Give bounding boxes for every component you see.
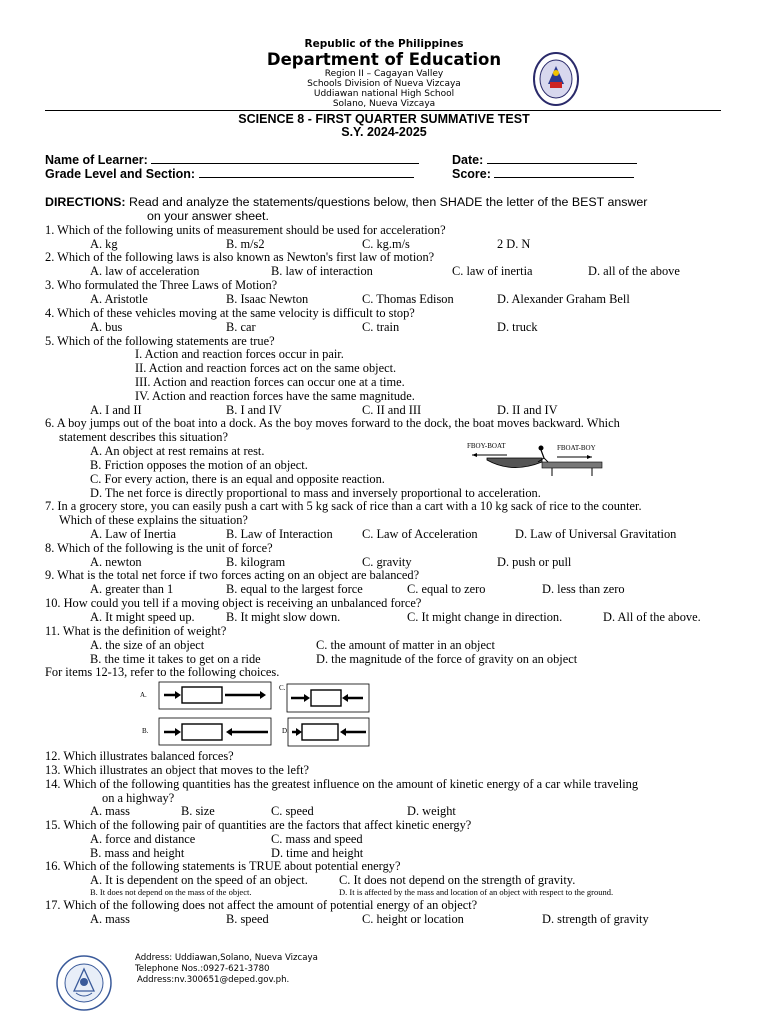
q3-option-d[interactable]: D. Alexander Graham Bell xyxy=(497,292,630,306)
footer-email[interactable]: Address:nv.300651@deped.gov.ph. xyxy=(137,975,290,985)
choice-d-figure[interactable] xyxy=(280,717,372,747)
q10-option-c[interactable]: C. It might change in direction. xyxy=(407,610,563,624)
q16-option-a[interactable]: A. It is dependent on the speed of an object. xyxy=(90,873,308,887)
q8-option-c[interactable]: C. gravity xyxy=(362,555,412,569)
town-line: Solano, Nueva Vizcaya xyxy=(332,99,436,109)
q5-stem: 5. Which of the following statements are true? xyxy=(45,334,275,348)
q1-option-c[interactable]: C. kg.m/s xyxy=(362,237,410,251)
q9-stem: 9. What is the total net force if two forces acting on an object are balanced? xyxy=(45,568,420,582)
q6-stem: 6. A boy jumps out of the boat into a dock. As the boy moves forward to the dock, the boat moves backward. Which xyxy=(45,416,620,430)
q10-stem: 10. How could you tell if a moving object is receiving an unbalanced force? xyxy=(45,596,422,610)
name-field[interactable] xyxy=(45,153,419,167)
q8-stem: 8. Which of the following is the unit of force? xyxy=(45,541,273,555)
grade-blank[interactable] xyxy=(199,167,414,178)
q3-option-b[interactable]: B. Isaac Newton xyxy=(226,292,309,306)
q10-option-d[interactable]: D. All of the above. xyxy=(603,610,701,624)
header-divider xyxy=(45,110,721,111)
q11-stem: 11. What is the definition of weight? xyxy=(45,624,227,638)
q7-stem-line-2: Which of these explains the situation? xyxy=(59,513,248,527)
footer-address: Address: Uddiawan,Solano, Nueva Vizcaya xyxy=(135,953,318,963)
choice-a-label: A. xyxy=(140,691,147,699)
q14-stem-line-2: on a highway? xyxy=(102,791,175,805)
date-blank[interactable] xyxy=(487,153,637,164)
q15-option-d[interactable]: D. time and height xyxy=(271,846,364,860)
q6-option-d[interactable]: D. The net force is directly proportional to mass and inversely proportional to acceleration. xyxy=(90,486,541,500)
directions xyxy=(45,195,647,209)
q9-option-c[interactable]: C. equal to zero xyxy=(407,582,486,596)
q16-option-d[interactable]: D. It is affected by the mass and location of an object with respect to the ground. xyxy=(339,887,614,897)
directions-label: DIRECTIONS: xyxy=(45,195,126,209)
q5-statement-2: II. Action and reaction forces act on the same object. xyxy=(135,361,397,375)
choice-b-label: B. xyxy=(142,727,149,735)
q17-stem: 17. Which of the following does not affect the amount of potential energy of an object? xyxy=(45,898,478,912)
q2-stem: 2. Which of the following laws is also known as Newton's first law of motion? xyxy=(45,250,435,264)
choice-d-label: D. xyxy=(282,727,289,735)
directions-text: Read and analyze the statements/questions below, then SHADE the letter of the BEST answer xyxy=(129,195,648,209)
q14-stem: 14. Which of the following quantities has the greatest influence on the amount of kinetic energy of a car while traveling xyxy=(45,777,639,791)
q17-option-c[interactable]: C. height or location xyxy=(362,912,464,926)
q16-option-c[interactable]: C. It does not depend on the strength of gravity. xyxy=(339,873,576,887)
q14-option-d[interactable]: D. weight xyxy=(407,804,456,818)
score-label: Score: xyxy=(452,167,491,181)
q16-option-b[interactable]: B. It does not depend on the mass of the object. xyxy=(90,887,252,897)
q2-option-b[interactable]: B. law of interaction xyxy=(271,264,373,278)
q5-option-b[interactable]: B. I and IV xyxy=(226,403,282,417)
q9-option-a[interactable]: A. greater than 1 xyxy=(90,582,174,596)
q9-option-b[interactable]: B. equal to the largest force xyxy=(226,582,363,596)
q16-stem: 16. Which of the following statements is TRUE about potential energy? xyxy=(45,859,401,873)
q5-statement-1: I. Action and reaction forces occur in pair. xyxy=(135,347,344,361)
q11-option-c[interactable]: C. the amount of matter in an object xyxy=(316,638,495,652)
school-seal-icon xyxy=(56,955,112,1011)
name-label: Name of Learner: xyxy=(45,153,148,167)
q7-option-c[interactable]: C. Law of Acceleration xyxy=(362,527,478,541)
choice-b-figure[interactable] xyxy=(140,717,274,747)
choice-c-label: C. xyxy=(279,684,286,692)
region-line: Region II – Cagayan Valley xyxy=(324,69,444,79)
q11-option-b[interactable]: B. the time it takes to get on a ride xyxy=(90,652,261,666)
q1-option-d[interactable]: 2 D. N xyxy=(497,237,531,251)
q12-stem: 12. Which illustrates balanced forces? xyxy=(45,749,234,763)
q7-option-a[interactable]: A. Law of Inertia xyxy=(90,527,177,541)
q3-option-a[interactable]: A. Aristotle xyxy=(90,292,148,306)
q9-option-d[interactable]: D. less than zero xyxy=(542,582,625,596)
q1-option-b[interactable]: B. m/s2 xyxy=(226,237,265,251)
q4-option-d[interactable]: D. truck xyxy=(497,320,538,334)
q10-option-a[interactable]: A. It might speed up. xyxy=(90,610,195,624)
q8-option-b[interactable]: B. kilogram xyxy=(226,555,286,569)
name-blank[interactable] xyxy=(151,153,419,164)
q1-stem: 1. Which of the following units of measurement should be used for acceleration? xyxy=(45,223,446,237)
q5-statement-3: III. Action and reaction forces can occur one at a time. xyxy=(135,375,405,389)
q7-option-b[interactable]: B. Law of Interaction xyxy=(226,527,333,541)
q4-stem: 4. Which of these vehicles moving at the same velocity is difficult to stop? xyxy=(45,306,415,320)
test-title: SCIENCE 8 - FIRST QUARTER SUMMATIVE TEST xyxy=(238,112,530,126)
q4-option-c[interactable]: C. train xyxy=(362,320,400,334)
q13-stem: 13. Which illustrates an object that moves to the left? xyxy=(45,763,310,777)
q2-option-a[interactable]: A. law of acceleration xyxy=(90,264,200,278)
q5-option-d[interactable]: D. II and IV xyxy=(497,403,558,417)
directions-line-2: on your answer sheet. xyxy=(147,209,269,223)
q2-option-c[interactable]: C. law of inertia xyxy=(452,264,533,278)
boat-figure xyxy=(462,440,612,480)
q6-option-b[interactable]: B. Friction opposes the motion of an object. xyxy=(90,458,308,472)
q4-option-a[interactable]: A. bus xyxy=(90,320,123,334)
grade-field[interactable] xyxy=(45,167,414,181)
force-diagram-b-icon xyxy=(140,717,274,747)
date-label: Date: xyxy=(452,153,484,167)
q17-option-b[interactable]: B. speed xyxy=(226,912,269,926)
q4-option-b[interactable]: B. car xyxy=(226,320,256,334)
division-line: Schools Division of Nueva Vizcaya xyxy=(307,79,461,89)
q11-option-d[interactable]: D. the magnitude of the force of gravity on an object xyxy=(316,652,578,666)
items-12-13-intro: For items 12-13, refer to the following choices. xyxy=(45,665,280,679)
force-diagram-a-icon xyxy=(140,681,274,711)
q2-option-d[interactable]: D. all of the above xyxy=(588,264,680,278)
boy-boat-force-label: FBOY-BOAT xyxy=(467,442,506,450)
grade-label: Grade Level and Section: xyxy=(45,167,196,181)
q15-option-a[interactable]: A. force and distance xyxy=(90,832,196,846)
q14-option-a[interactable]: A. mass xyxy=(90,804,130,818)
q8-option-a[interactable]: A. newton xyxy=(90,555,142,569)
q6-stem-line-2: statement describes this situation? xyxy=(59,430,228,444)
boat-and-dock-icon xyxy=(462,440,612,480)
q5-option-a[interactable]: A. I and II xyxy=(90,403,142,417)
q11-option-a[interactable]: A. the size of an object xyxy=(90,638,205,652)
q3-stem: 3. Who formulated the Three Laws of Motion? xyxy=(45,278,278,292)
q15-stem: 15. Which of the following pair of quantities are the factors that affect kinetic energy? xyxy=(45,818,472,832)
department-line: Department of Education xyxy=(266,50,502,69)
q7-option-d[interactable]: D. Law of Universal Gravitation xyxy=(515,527,677,541)
school-line: Uddiawan national High School xyxy=(313,89,455,99)
choice-a-figure[interactable] xyxy=(140,681,274,711)
q17-option-a[interactable]: A. mass xyxy=(90,912,130,926)
deped-seal-icon xyxy=(533,52,579,106)
q1-option-a[interactable]: A. kg xyxy=(90,237,118,251)
q5-option-c[interactable]: C. II and III xyxy=(362,403,422,417)
q14-option-c[interactable]: C. speed xyxy=(271,804,314,818)
republic-line: Republic of the Philippines xyxy=(304,38,464,50)
q5-statement-4: IV. Action and reaction forces have the same magnitude. xyxy=(135,389,415,403)
q15-option-c[interactable]: C. mass and speed xyxy=(271,832,363,846)
footer-telephone: Telephone Nos.:0927-621-3780 xyxy=(135,964,270,974)
choice-c-figure[interactable] xyxy=(277,683,372,713)
q6-option-c[interactable]: C. For every action, there is an equal and opposite reaction. xyxy=(90,472,385,486)
force-diagram-c-icon xyxy=(277,683,372,713)
school-year: S.Y. 2024-2025 xyxy=(341,125,427,139)
q7-stem: 7. In a grocery store, you can easily push a cart with 5 kg sack of rice than a cart with a 10 kg sack of rice to the counter. xyxy=(45,499,642,513)
q15-option-b[interactable]: B. mass and height xyxy=(90,846,185,860)
force-diagram-d-icon xyxy=(280,717,372,747)
q8-option-d[interactable]: D. push or pull xyxy=(497,555,572,569)
q10-option-b[interactable]: B. It might slow down. xyxy=(226,610,341,624)
boat-boy-force-label: FBOAT-BOY xyxy=(557,444,596,452)
q3-option-c[interactable]: C. Thomas Edison xyxy=(362,292,454,306)
q14-option-b[interactable]: B. size xyxy=(181,804,215,818)
score-field[interactable] xyxy=(452,167,634,181)
date-field[interactable] xyxy=(452,153,637,167)
q17-option-d[interactable]: D. strength of gravity xyxy=(542,912,649,926)
q6-option-a[interactable]: A. An object at rest remains at rest. xyxy=(90,444,265,458)
score-blank[interactable] xyxy=(494,167,634,178)
